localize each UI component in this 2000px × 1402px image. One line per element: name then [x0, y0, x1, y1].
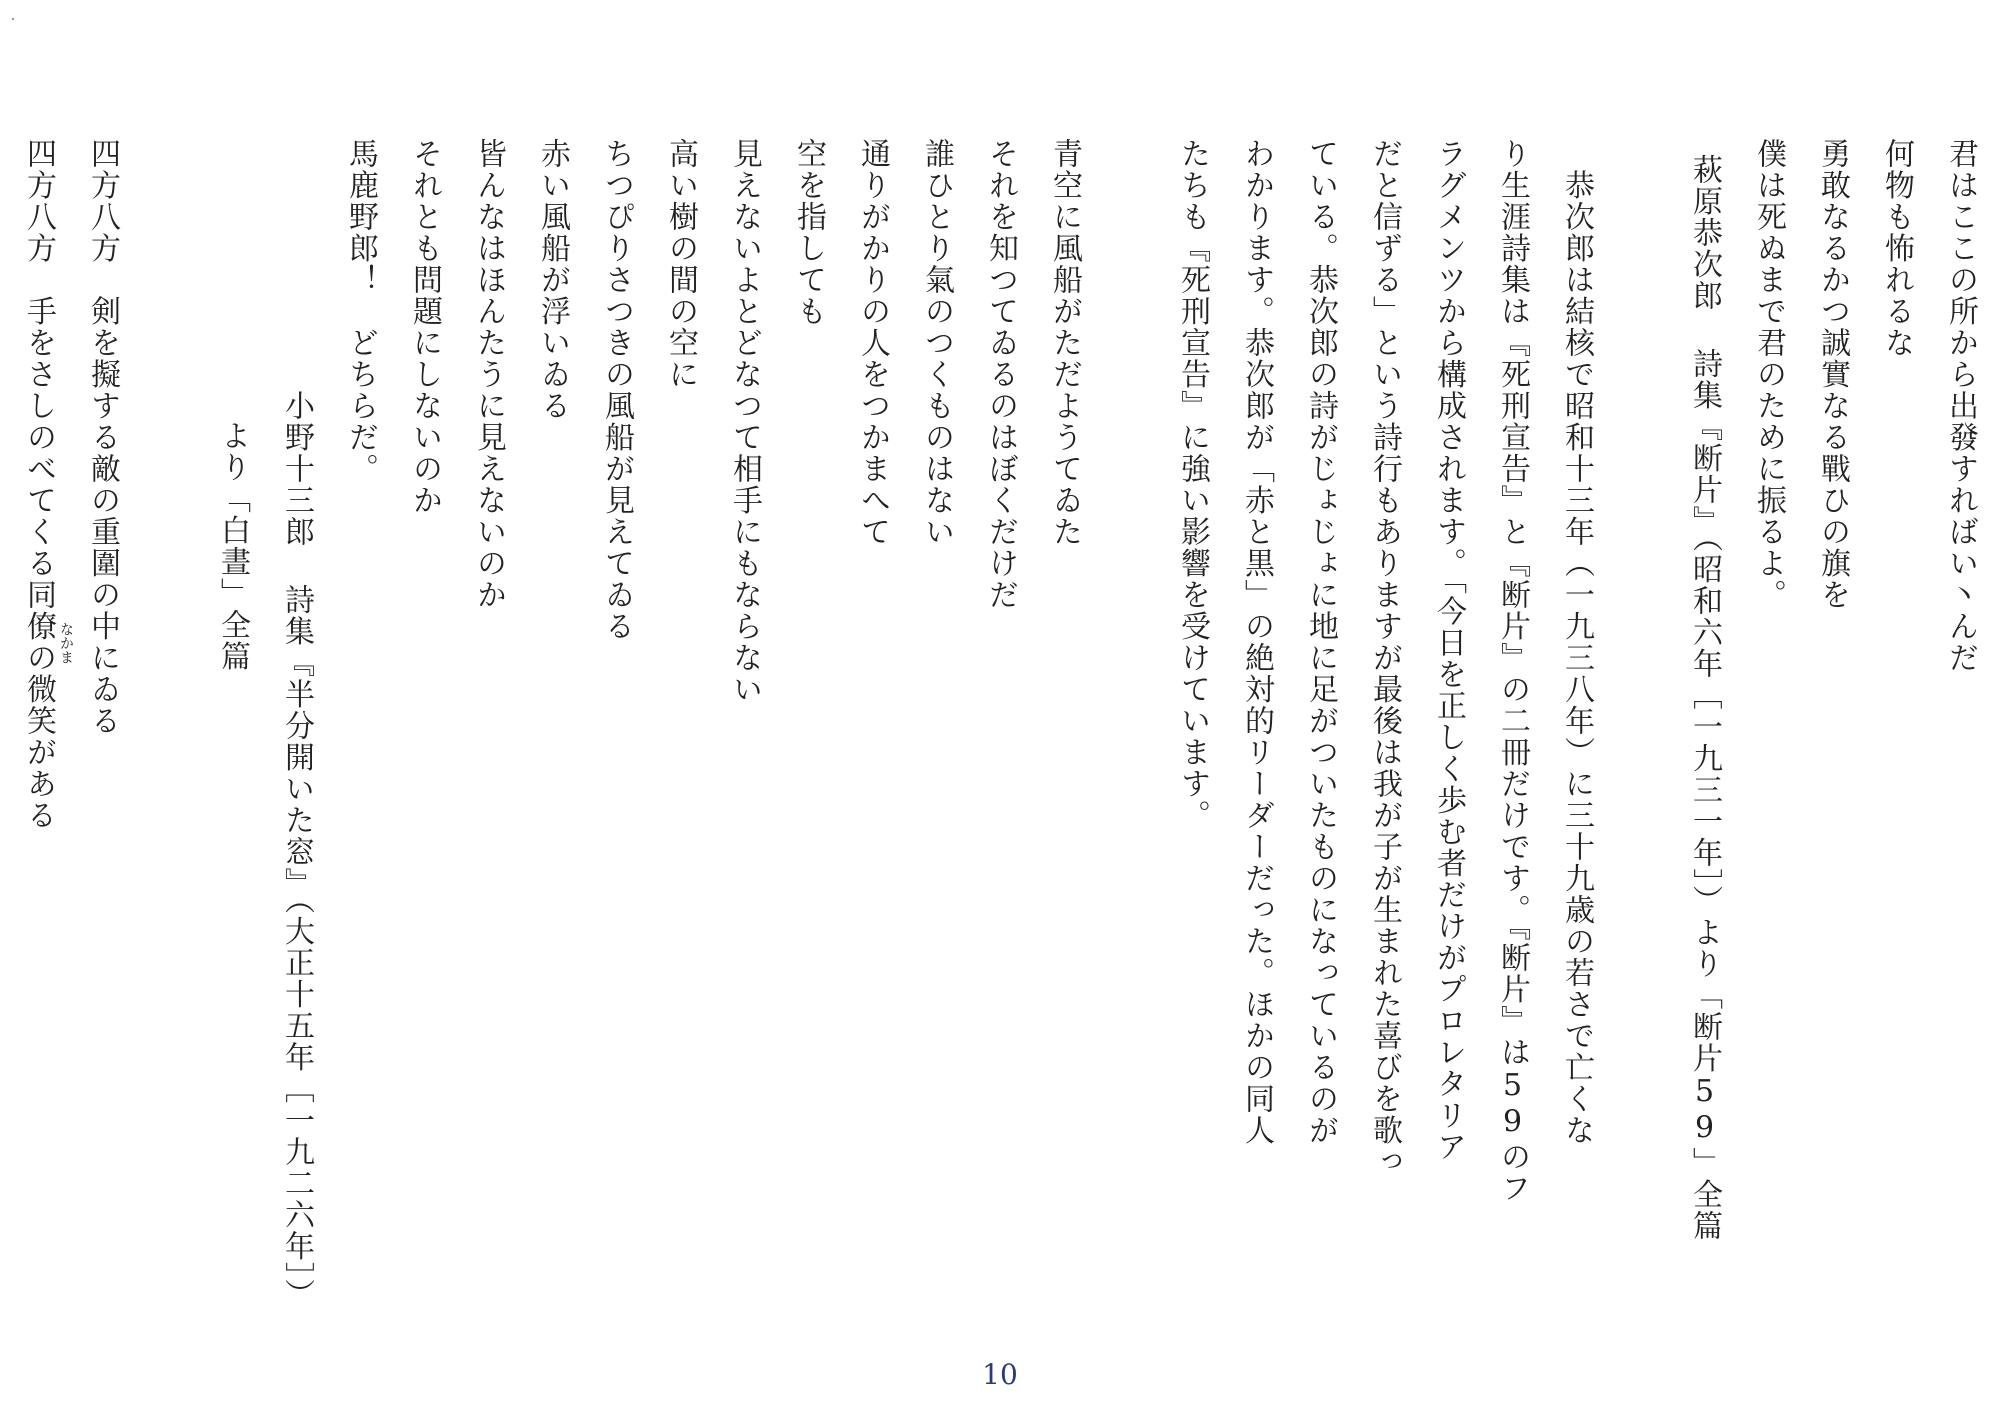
poem-ono-attribution-1: 小野十三郎 詩集『半分開いた窓』（大正十五年［一九二六年］） [279, 390, 314, 1310]
commentary-line-5: ている。恭次郎の詩がじょじょに地に足がついたものになっているのが [1303, 138, 1338, 1146]
poem-hagiwara-line-3: 勇敢なるかつ誠實なる戰ひの旗を [1815, 138, 1850, 611]
poem-ono-attribution-2: より「白晝」全篇 [215, 420, 250, 672]
corner-mark [12, 18, 14, 20]
poem-hagiwara-attribution: 萩原恭次郎 詩集『断片』（昭和六年［一九三一年］）より「断片59」全篇 [1687, 154, 1722, 1242]
commentary-line-7: たちも『死刑宣告』に強い影響を受けています。 [1175, 138, 1210, 831]
poem-ono-line-9: 赤い風船が浮いゐる [535, 138, 570, 422]
commentary-line-4: だと信ずる」という詩行もありますが最後は我が子が生まれた喜びを歌っ [1367, 138, 1402, 1178]
poem-ono-line-5: 空を指しても [791, 138, 826, 327]
poem-hagiwara-line-4: 僕は死ぬまで君のために振るよ。 [1751, 138, 1786, 611]
commentary-line-1: 恭次郎は結核で昭和十三年（一九三八年）に三十九歳の若さで亡くな [1559, 138, 1594, 1146]
poem-ono-line-7: 高い樹の間の空に [663, 138, 698, 390]
poem-shiho-line-1: 四方八方 剣を擬する敵の重圍の中にゐる [85, 138, 120, 737]
poem-ono-line-2: それを知つてゐるのはぼくだけだ [983, 138, 1018, 611]
poem-ono-line-10: 皆んなはほんたうに見えないのか [471, 138, 506, 611]
poem-ono-line-8: ちつぴりさつきの風船が見えてゐる [599, 138, 634, 642]
poem-ono-line-6: 見えないよとどなつて相手にもならない [727, 138, 762, 705]
poem-hagiwara-line-1: 君はここの所から出發すればい丶んだ [1943, 138, 1978, 674]
commentary-line-2: り生涯詩集は『死刑宣告』と『断片』の二冊だけです。『断片』は59のフ [1495, 138, 1530, 1204]
commentary-line-6: わかります。恭次郎が「赤と黒」の絶対的リーダーだった。ほかの同人 [1239, 138, 1274, 1146]
ruby-nakama: なかま [58, 622, 74, 664]
poem-ono-line-3: 誰ひとり氣のつくものはない [919, 138, 954, 548]
poem-ono-line-4: 通りがかりの人をつかまへて [855, 138, 890, 548]
poem-shiho-line-2: 四方八方 手をさしのべてくる同僚の微笑がある [21, 138, 56, 831]
poem-ono-line-11: それとも問題にしないのか [407, 138, 442, 516]
poem-ono-line-12: 馬鹿野郎！ どちらだ。 [343, 138, 378, 485]
commentary-line-3: ラグメンツから構成されます。「今日を正しく歩む者だけがプロレタリア [1431, 138, 1466, 1163]
poem-ono-line-1: 青空に風船がただようてゐた [1047, 138, 1082, 548]
poem-hagiwara-line-2: 何物も怖れるな [1879, 138, 1914, 359]
page-number: 10 [982, 1358, 1018, 1391]
